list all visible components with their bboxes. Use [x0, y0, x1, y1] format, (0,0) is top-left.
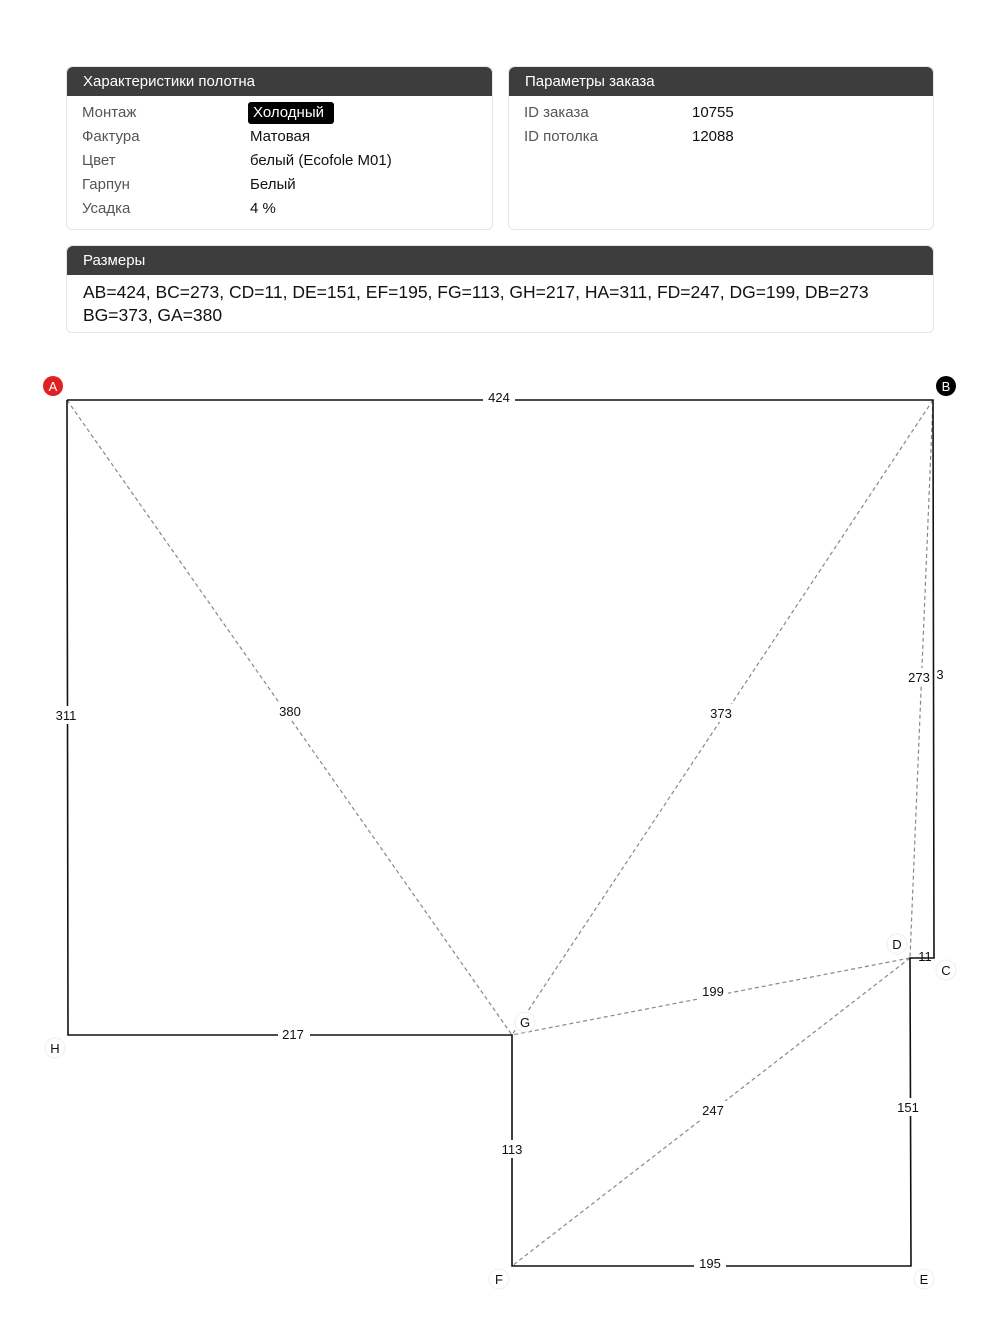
- vertex-label-h: H: [50, 1041, 60, 1056]
- property-label: Монтаж: [82, 103, 137, 121]
- diagonal-label-bg: 373: [710, 706, 732, 721]
- diagonal-label-fd: 247: [702, 1103, 724, 1118]
- vertex-label-f: F: [495, 1272, 503, 1287]
- diagonal-label-ga: 380: [279, 704, 301, 719]
- edge-label-bc-side: 3: [936, 667, 944, 682]
- dimensions-line-2: BG=373, GA=380: [83, 305, 223, 325]
- property-value: Белый: [250, 175, 296, 193]
- vertex-label-b: B: [941, 379, 951, 394]
- order-label: ID заказа: [524, 103, 589, 121]
- canvas-properties-title: Характеристики полотна: [67, 67, 492, 96]
- edge-label-bc: 273: [908, 670, 930, 685]
- property-label: Гарпун: [82, 175, 130, 193]
- mounting-badge: Холодный: [248, 102, 334, 124]
- order-value: 12088: [692, 127, 734, 145]
- vertex-label-c: C: [941, 963, 951, 978]
- vertex-label-a: A: [48, 379, 58, 394]
- vertex-label-e: E: [919, 1272, 929, 1287]
- vertex-label-g: G: [519, 1015, 531, 1030]
- property-label: Фактура: [82, 127, 140, 145]
- dimensions-line-1: AB=424, BC=273, CD=11, DE=151, EF=195, FG=113, GH=217, HA=311, FD=247, DG=199, DB=273: [83, 282, 869, 302]
- property-value: белый (Ecofole M01): [250, 151, 392, 169]
- order-label: ID потолка: [524, 127, 599, 145]
- edge-label-cd: 11: [918, 949, 932, 964]
- order-value: 10755: [692, 103, 734, 121]
- edge-label-ab: 424: [488, 390, 510, 405]
- edge-label-de: 151: [897, 1100, 919, 1115]
- property-value: Матовая: [250, 127, 310, 145]
- edge-label-fg: 113: [501, 1142, 523, 1157]
- property-label: Усадка: [82, 199, 131, 217]
- property-label: Цвет: [82, 151, 116, 169]
- edge-label-gh: 217: [282, 1027, 304, 1042]
- diagonal-label-dg: 199: [702, 984, 724, 999]
- edge-label-ha: 311: [55, 708, 77, 723]
- property-value: 4 %: [250, 199, 276, 217]
- dimensions-title: Размеры: [67, 246, 933, 275]
- order-params-title: Параметры заказа: [509, 67, 933, 96]
- ceiling-outline: [67, 400, 934, 1266]
- vertex-label-d: D: [892, 937, 902, 952]
- edge-label-ef: 195: [699, 1256, 721, 1271]
